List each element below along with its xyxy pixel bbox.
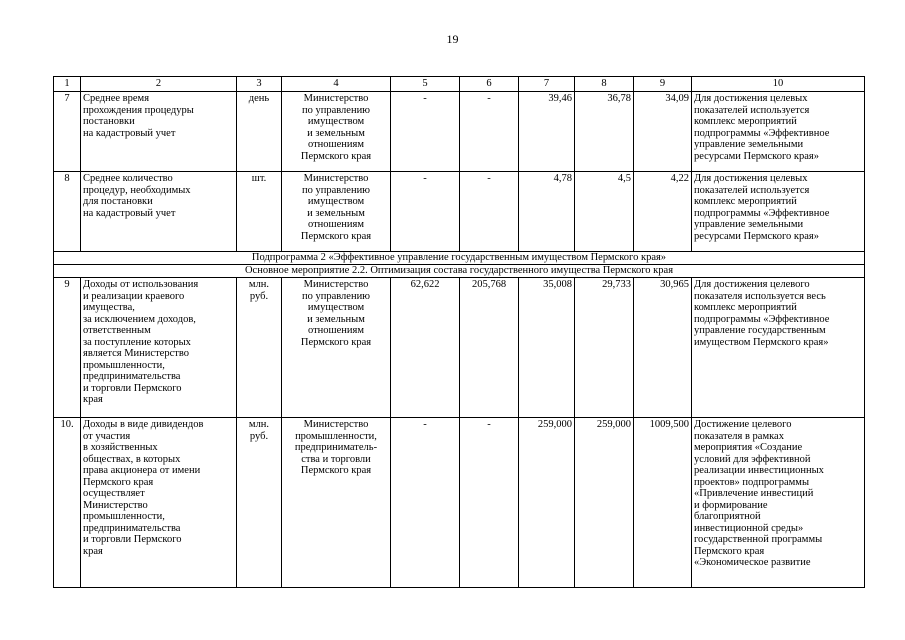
responsible: Министерство по управлению имуществом и земельным отношениям Пермского края [282, 92, 391, 172]
value-col5: - [391, 418, 460, 588]
responsible: Министерство по управлению имуществом и земельным отношениям Пермского края [282, 172, 391, 252]
indicator-name: Среднее время прохождения процедуры постановки на кадастровый учет [81, 92, 237, 172]
header-cell: 10 [692, 77, 865, 92]
header-cell: 4 [282, 77, 391, 92]
table-row [54, 278, 865, 418]
value-col9: 4,22 [634, 172, 692, 252]
header-cell: 3 [237, 77, 282, 92]
value-col9: 34,09 [634, 92, 692, 172]
header-cell: 9 [634, 77, 692, 92]
unit: млн. руб. [237, 418, 282, 588]
table-row [54, 92, 865, 172]
value-col6: - [460, 92, 519, 172]
subprogram-title: Подпрограмма 2 «Эффективное управление государственным имуществом Пермского края» [54, 252, 865, 265]
header-cell: 2 [81, 77, 237, 92]
responsible: Министерство промышленности, предприниматель- ства и торговли Пермского края [282, 418, 391, 588]
header-cell: 7 [519, 77, 575, 92]
page-number: 19 [446, 32, 459, 46]
value-col9: 30,965 [634, 278, 692, 418]
value-col6: - [460, 418, 519, 588]
value-col7: 35,008 [519, 278, 575, 418]
responsible: Министерство по управлению имуществом и земельным отношениям Пермского края [282, 278, 391, 418]
unit: млн. руб. [237, 278, 282, 418]
indicators-table [53, 76, 865, 588]
value-col8: 259,000 [575, 418, 634, 588]
main-event-title: Основное мероприятие 2.2. Оптимизация состава государственного имущества Пермского края [54, 265, 865, 278]
value-col7: 259,000 [519, 418, 575, 588]
value-col7: 4,78 [519, 172, 575, 252]
row-number: 10. [54, 418, 81, 588]
table-row [54, 418, 865, 588]
unit: день [237, 92, 282, 172]
row-number: 9 [54, 278, 81, 418]
subprogram-row [54, 252, 865, 265]
value-col6: 205,768 [460, 278, 519, 418]
value-col5: - [391, 92, 460, 172]
main-event-row [54, 265, 865, 278]
row-number: 8 [54, 172, 81, 252]
header-cell: 1 [54, 77, 81, 92]
indicator-name: Доходы от использования и реализации краевого имущества, за исключением доходов, ответственным за поступление которых является Министерство промышленности, предпринимательства и торговли Пермского края [81, 278, 237, 418]
value-col6: - [460, 172, 519, 252]
value-col5: 62,622 [391, 278, 460, 418]
value-col5: - [391, 172, 460, 252]
row-number: 7 [54, 92, 81, 172]
note: Для достижения целевых показателей используется комплекс мероприятий подпрограммы «Эффективное управление земельными ресурсами Пермского края» [692, 92, 865, 172]
value-col8: 29,733 [575, 278, 634, 418]
unit: шт. [237, 172, 282, 252]
header-cell: 8 [575, 77, 634, 92]
value-col7: 39,46 [519, 92, 575, 172]
value-col8: 4,5 [575, 172, 634, 252]
note: Для достижения целевых показателей используется комплекс мероприятий подпрограммы «Эффективное управление земельными ресурсами Пермского края» [692, 172, 865, 252]
indicator-name: Доходы в виде дивидендов от участия в хозяйственных обществах, в которых права акционера от имени Пермского края осуществляет Министерство промышленности, предпринимательства и торговли Пермского края [81, 418, 237, 588]
indicator-name: Среднее количество процедур, необходимых для постановки на кадастровый учет [81, 172, 237, 252]
header-cell: 5 [391, 77, 460, 92]
value-col9: 1009,500 [634, 418, 692, 588]
note: Для достижения целевого показателя используется весь комплекс мероприятий подпрограммы «Эффективное управление государственным имуществом Пермского края» [692, 278, 865, 418]
note: Достижение целевого показателя в рамках мероприятия «Создание условий для эффективной реализации инвестиционных проектов» подпрограммы «Привлечение инвестиций и формирование благоприятной инвестиционной среды» государственной программы Пермского края «Экономическое развитие [692, 418, 865, 588]
table-header-row [54, 77, 865, 92]
header-cell: 6 [460, 77, 519, 92]
table-row [54, 172, 865, 252]
value-col8: 36,78 [575, 92, 634, 172]
